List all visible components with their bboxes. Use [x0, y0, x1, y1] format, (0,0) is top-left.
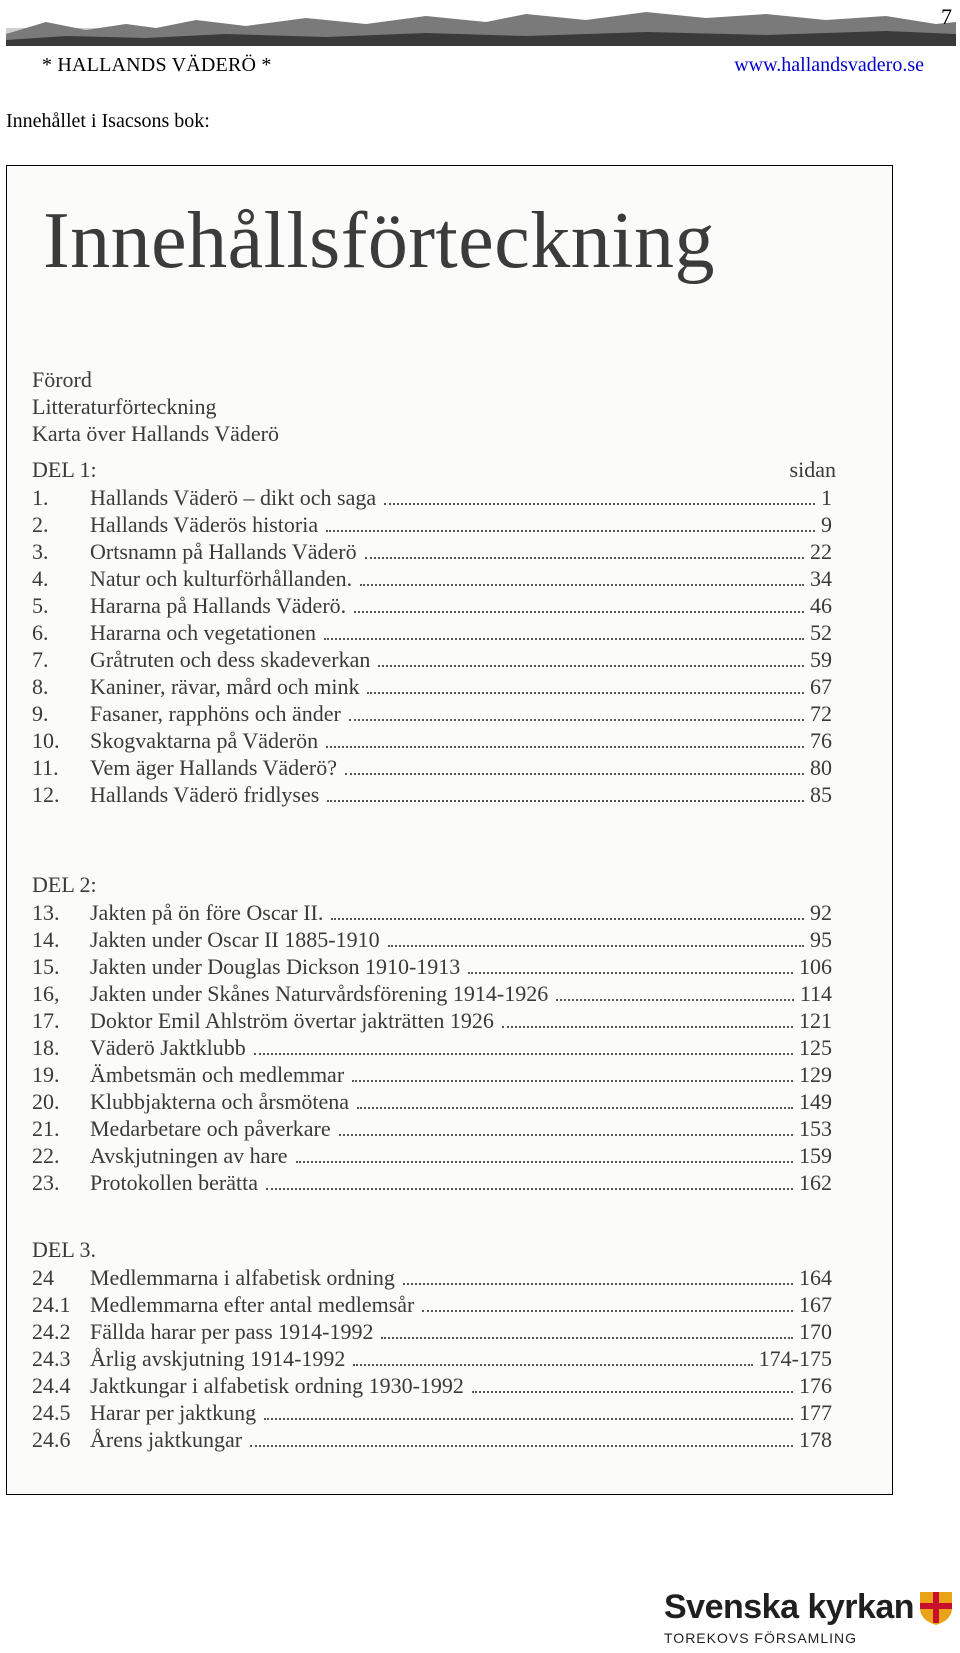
entry-title: Hararna och vegetationen	[90, 620, 316, 645]
dot-leader	[502, 1026, 793, 1028]
entry-number: 17.	[32, 1008, 60, 1033]
entry-page: 22	[810, 539, 832, 564]
entry-page: 164	[799, 1265, 832, 1290]
entry-title: Årlig avskjutning 1914-1992	[90, 1346, 346, 1371]
prelim-item: Litteraturförteckning	[32, 394, 217, 419]
church-crest-icon	[918, 1590, 954, 1626]
toc-entry	[32, 673, 832, 700]
entry-title: Medlemmarna i alfabetisk ordning	[90, 1265, 395, 1290]
entry-page: 114	[799, 981, 832, 1006]
toc-entry	[32, 619, 832, 646]
section-heading	[32, 1236, 832, 1264]
dot-leader	[556, 999, 794, 1001]
dot-leader	[353, 1364, 752, 1366]
entry-page: 153	[799, 1116, 832, 1141]
dot-leader	[360, 584, 804, 586]
toc-entry	[32, 511, 832, 538]
entry-title: Vem äger Hallands Väderö?	[90, 755, 337, 780]
dot-leader	[403, 1283, 793, 1285]
toc-entry	[32, 646, 832, 673]
entry-page: 149	[799, 1089, 832, 1114]
entry-number: 24.3	[32, 1346, 71, 1371]
section-del-2	[32, 871, 832, 1196]
entry-title: Ortsnamn på Hallands Väderö	[90, 539, 357, 564]
entry-title: Jakten på ön före Oscar II.	[90, 900, 324, 925]
entry-number: 10.	[32, 728, 60, 753]
entry-number: 11.	[32, 755, 59, 780]
entry-page: 46	[810, 593, 832, 618]
entry-page: 95	[810, 927, 832, 952]
entry-page: 178	[799, 1427, 832, 1452]
page-number: 7	[941, 4, 952, 29]
entry-title: Kaniner, rävar, mård och mink	[90, 674, 360, 699]
entry-title: Klubbjakterna och årsmötena	[90, 1089, 350, 1114]
entry-number: 16,	[32, 981, 60, 1006]
entry-title: Skogvaktarna på Väderön	[90, 728, 319, 753]
toc-entry	[32, 565, 832, 592]
toc-entry	[32, 484, 832, 511]
entry-number: 4.	[32, 566, 49, 591]
toc-entry	[32, 980, 832, 1007]
entry-title: Fällda harar per pass 1914-1992	[90, 1319, 374, 1344]
entry-number: 12.	[32, 782, 60, 807]
entry-title: Fasaner, rapphöns och änder	[90, 701, 341, 726]
toc-entry	[32, 1345, 832, 1372]
entry-number: 15.	[32, 954, 60, 979]
toc-entry	[32, 727, 832, 754]
dot-leader	[327, 800, 804, 802]
entry-page: 167	[799, 1292, 832, 1317]
section-heading	[32, 871, 832, 899]
preliminary-list	[32, 366, 279, 447]
entry-title: Jaktkungar i alfabetisk ordning 1930-1992	[90, 1373, 464, 1398]
section-heading	[32, 456, 836, 484]
section-heading-label: DEL 1:	[32, 457, 97, 482]
entry-title: Medarbetare och påverkare	[90, 1116, 331, 1141]
toc-entry	[32, 1007, 832, 1034]
dot-leader	[367, 692, 804, 694]
entry-page: 52	[810, 620, 832, 645]
entry-number: 22.	[32, 1143, 60, 1168]
toc-entry	[32, 1426, 832, 1453]
section-del-1	[32, 456, 836, 808]
document-title: Innehållsförteckning	[43, 197, 715, 285]
entry-title: Årens jaktkungar	[90, 1427, 243, 1452]
entry-page: 176	[799, 1373, 832, 1398]
entry-number: 23.	[32, 1170, 60, 1195]
entry-page: 121	[799, 1008, 832, 1033]
entry-page: 106	[799, 954, 832, 979]
dot-leader	[345, 773, 804, 775]
section-del-3	[32, 1236, 832, 1453]
entry-title: Jakten under Skånes Naturvårdsförening 1914-1926	[90, 981, 549, 1006]
toc-entry	[32, 1318, 832, 1345]
entry-page: 80	[810, 755, 832, 780]
intro-text: Innehållet i Isacsons bok:	[6, 110, 210, 132]
entry-number: 3.	[32, 539, 49, 564]
dot-leader	[331, 918, 804, 920]
dot-leader	[381, 1337, 793, 1339]
entry-number: 2.	[32, 512, 49, 537]
page-column-label: sidan	[789, 457, 836, 482]
entry-number: 24.1	[32, 1292, 71, 1317]
entry-page: 9	[821, 512, 832, 537]
dot-leader	[384, 503, 815, 505]
dot-leader	[324, 638, 804, 640]
section-heading-label: DEL 3.	[32, 1237, 96, 1262]
dot-leader	[354, 611, 804, 613]
entry-number: 8.	[32, 674, 49, 699]
entry-title: Harar per jaktkung	[90, 1400, 257, 1425]
scanned-contents-page	[6, 165, 893, 1495]
dot-leader	[326, 746, 804, 748]
entry-number: 9.	[32, 701, 49, 726]
logo-subtitle: TOREKOVS FÖRSAMLING	[664, 1630, 857, 1646]
svenska-kyrkan-logo	[664, 1588, 956, 1648]
entry-page: 125	[799, 1035, 832, 1060]
toc-entry	[32, 700, 832, 727]
entry-number: 13.	[32, 900, 60, 925]
dot-leader	[388, 945, 804, 947]
toc-entry	[32, 1372, 832, 1399]
toc-entry	[32, 1061, 832, 1088]
header-title: * HALLANDS VÄDERÖ *	[42, 54, 272, 76]
entry-page: 1	[821, 485, 832, 510]
entry-title: Natur och kulturförhållanden.	[90, 566, 353, 591]
entry-page: 92	[810, 900, 832, 925]
dot-leader	[250, 1445, 793, 1447]
entry-number: 24.2	[32, 1319, 71, 1344]
toc-entry	[32, 1115, 832, 1142]
toc-entry	[32, 1169, 832, 1196]
prelim-item: Karta över Hallands Väderö	[32, 421, 279, 446]
dot-leader	[365, 557, 804, 559]
entry-page: 162	[799, 1170, 832, 1195]
entry-page: 34	[810, 566, 832, 591]
toc-entry	[32, 754, 832, 781]
entry-title: Doktor Emil Ahlström övertar jakträtten 1926	[90, 1008, 494, 1033]
entry-number: 24.5	[32, 1400, 71, 1425]
entry-title: Jakten under Oscar II 1885-1910	[90, 927, 380, 952]
toc-entry	[32, 1399, 832, 1426]
entry-page: 85	[810, 782, 832, 807]
dot-leader	[422, 1310, 793, 1312]
entry-number: 5.	[32, 593, 49, 618]
entry-page: 159	[799, 1143, 832, 1168]
toc-entry	[32, 1088, 832, 1115]
prelim-item: Förord	[32, 367, 92, 392]
entry-number: 14.	[32, 927, 60, 952]
entry-page: 170	[799, 1319, 832, 1344]
toc-entry	[32, 899, 832, 926]
entry-number: 6.	[32, 620, 49, 645]
dot-leader	[254, 1053, 793, 1055]
dot-leader	[357, 1107, 793, 1109]
toc-entry	[32, 953, 832, 980]
toc-entry	[32, 592, 832, 619]
section-heading-label: DEL 2:	[32, 872, 97, 897]
toc-entry	[32, 1142, 832, 1169]
dot-leader	[468, 972, 793, 974]
toc-entry	[32, 1034, 832, 1061]
entry-number: 7.	[32, 647, 49, 672]
dot-leader	[349, 719, 804, 721]
entry-title: Jakten under Douglas Dickson 1910-1913	[90, 954, 461, 979]
entry-title: Gråtruten och dess skadeverkan	[90, 647, 371, 672]
entry-title: Hallands Väderö – dikt och saga	[90, 485, 377, 510]
dot-leader	[296, 1161, 793, 1163]
entry-title: Avskjutningen av hare	[90, 1143, 288, 1168]
entry-page: 174-175	[758, 1346, 832, 1371]
entry-title: Hallands Väderös historia	[90, 512, 319, 537]
toc-entry	[32, 781, 832, 808]
entry-page: 67	[810, 674, 832, 699]
entry-page: 129	[799, 1062, 832, 1087]
entry-title: Ämbetsmän och medlemmar	[90, 1062, 345, 1087]
entry-title: Hararna på Hallands Väderö.	[90, 593, 347, 618]
toc-entry	[32, 1291, 832, 1318]
dot-leader	[378, 665, 804, 667]
entry-page: 76	[810, 728, 832, 753]
entry-number: 21.	[32, 1116, 60, 1141]
entry-number: 18.	[32, 1035, 60, 1060]
entry-page: 72	[810, 701, 832, 726]
toc-entry	[32, 538, 832, 565]
dot-leader	[326, 530, 815, 532]
entry-number: 20.	[32, 1089, 60, 1114]
entry-page: 59	[810, 647, 832, 672]
dot-leader	[266, 1188, 793, 1190]
logo-name: Svenska kyrkan	[664, 1588, 915, 1626]
entry-title: Hallands Väderö fridlyses	[90, 782, 320, 807]
dot-leader	[264, 1418, 793, 1420]
dot-leader	[352, 1080, 793, 1082]
entry-number: 19.	[32, 1062, 60, 1087]
entry-title: Medlemmarna efter antal medlemsår	[90, 1292, 415, 1317]
entry-title: Protokollen berätta	[90, 1170, 259, 1195]
entry-number: 24	[32, 1265, 54, 1290]
entry-number: 24.4	[32, 1373, 71, 1398]
dot-leader	[472, 1391, 793, 1393]
toc-entry	[32, 926, 832, 953]
entry-number: 24.6	[32, 1427, 71, 1452]
entry-page: 177	[799, 1400, 832, 1425]
toc-entry	[32, 1264, 832, 1291]
dot-leader	[339, 1134, 793, 1136]
website-link[interactable]: www.hallandsvadero.se	[734, 54, 924, 76]
entry-number: 1.	[32, 485, 49, 510]
entry-title: Väderö Jaktklubb	[90, 1035, 246, 1060]
header-banner-image	[6, 0, 956, 50]
